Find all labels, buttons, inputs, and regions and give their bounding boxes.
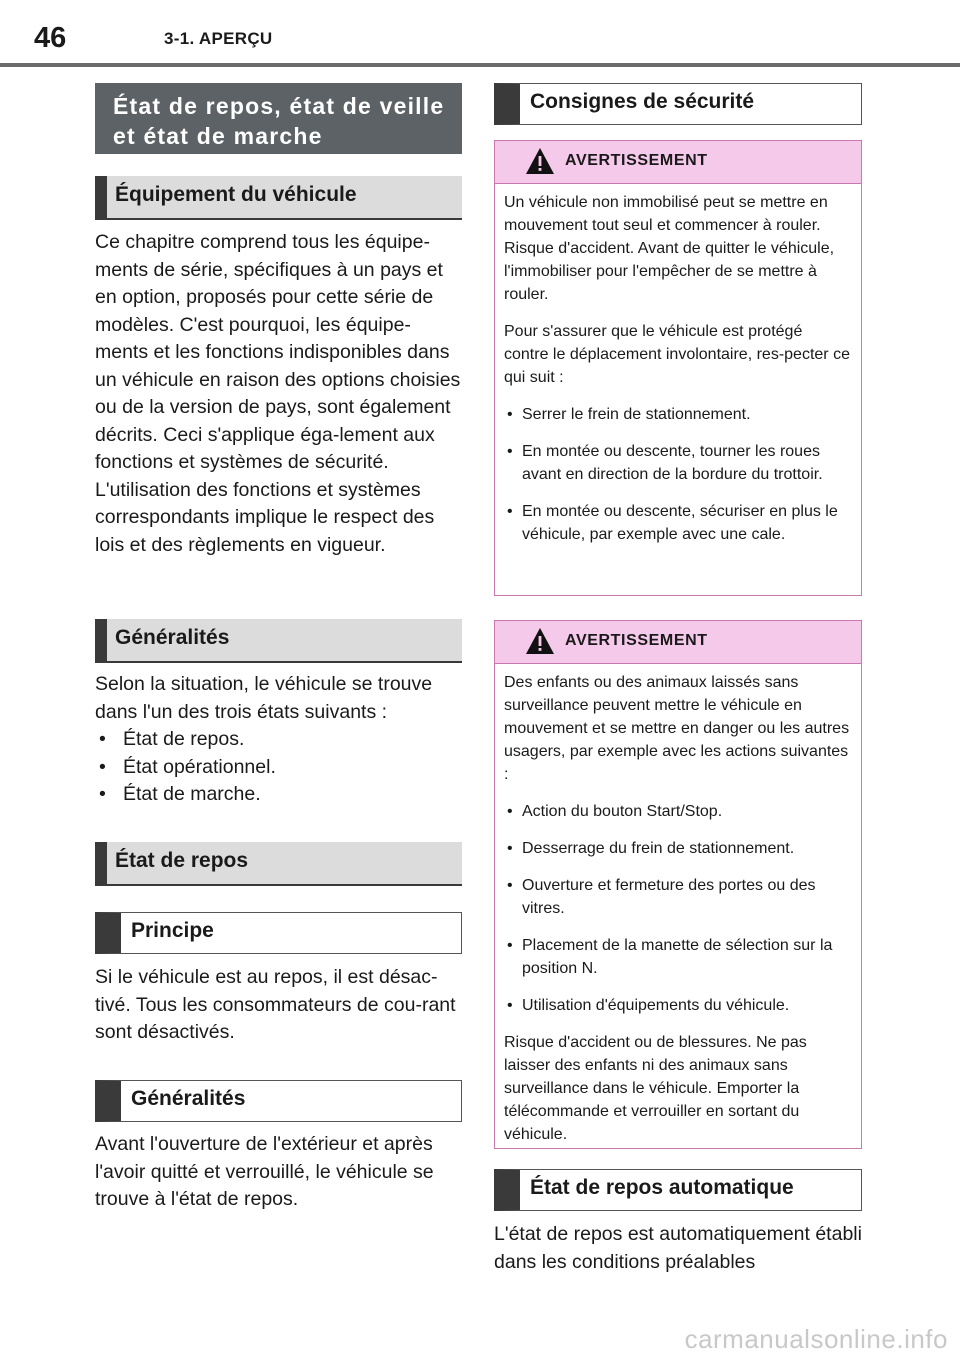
heading-etat-repos: État de repos <box>95 842 462 886</box>
etats-list <box>95 726 462 809</box>
list-item: • Ouverture et fermeture des portes ou des vitres. <box>504 874 851 920</box>
paragraph-generalites-2: Avant l'ouverture de l'extérieur et après l'avoir quitté et verrouillé, le véhicule se trouve à l'état de repos. <box>95 1133 434 1210</box>
heading-etat-repos-auto: État de repos automatique <box>494 1169 862 1211</box>
list-item: • État opérationnel. <box>95 754 462 782</box>
heading-principe: Principe <box>95 912 462 954</box>
warning-text: Un véhicule non immobilisé peut se mettre en mouvement tout seul et commencer à rouler. Risque d'accident. Avant de quitter le véhicule, l'immobiliser pour l'empêcher de se mettre à rouler. <box>504 194 835 303</box>
list-item: • État de repos. <box>95 726 462 754</box>
heading-equipement: Équipement du véhicule <box>95 176 462 220</box>
heading-consignes: Consignes de sécurité <box>494 83 862 125</box>
warning-list <box>504 800 851 1017</box>
warning-header <box>495 621 861 664</box>
list-item: • Utilisation d'équipements du véhicule. <box>504 994 851 1017</box>
section-title: 3-1. APERÇU <box>164 29 273 48</box>
list-item: • En montée ou descente, sécuriser en plus le véhicule, par exemple avec une cale. <box>504 500 851 546</box>
warning-box-1 <box>494 140 862 596</box>
generalites-block <box>95 671 462 809</box>
warning-list <box>504 403 851 546</box>
list-item: • Placement de la manette de sélection sur la position N. <box>504 934 851 980</box>
paragraph-principe: Si le véhicule est au repos, il est désac-tivé. Tous les consommateurs de cou-rant sont désactivés. <box>95 966 456 1043</box>
watermark: carmanualsonline.info <box>684 1324 948 1354</box>
list-item: • Action du bouton Start/Stop. <box>504 800 851 823</box>
warning-text: Des enfants ou des animaux laissés sans surveillance peuvent mettre le véhicule en mouvement et se mettre en danger ou les autres usagers, par exemple avec les actions suivantes : <box>504 674 850 783</box>
heading-generalites: Généralités <box>95 619 462 663</box>
list-item: • En montée ou descente, tourner les roues avant en direction de la bordure du trottoir. <box>504 440 851 486</box>
warning-title: AVERTISSEMENT <box>565 632 708 649</box>
list-item: • Serrer le frein de stationnement. <box>504 403 851 426</box>
warning-text: Risque d'accident ou de blessures. Ne pas laisser des enfants ni des animaux sans surveillance dans le véhicule. Emporter la télécommande et verrouiller en sortant du véhicule. <box>504 1034 807 1143</box>
warning-header <box>495 141 861 184</box>
paragraph-generalites: Selon la situation, le véhicule se trouve dans l'un des trois états suivants : <box>95 673 433 723</box>
main-section-title: État de repos, état de veille et état de marche <box>95 83 462 154</box>
page-number: 46 <box>34 22 67 54</box>
paragraph-etat-repos-auto: L'état de repos est automatiquement établi dans les conditions préalables <box>494 1223 862 1273</box>
warning-triangle-icon <box>525 147 555 175</box>
warning-box-2 <box>494 620 862 1149</box>
warning-title: AVERTISSEMENT <box>565 152 708 169</box>
warning-text: Pour s'assurer que le véhicule est protégé contre le déplacement involontaire, res-pecter ce qui suit : <box>504 323 850 386</box>
list-item: • État de marche. <box>95 781 462 809</box>
heading-generalites-2: Généralités <box>95 1080 462 1122</box>
warning-triangle-icon <box>525 627 555 655</box>
header-rule <box>0 63 960 67</box>
paragraph-equipement: Ce chapitre comprend tous les équipe-ments de série, spécifiques à un pays et en option, proposés pour cette série de modèles. C'est pourquoi, les équipe-ments et les fonctions indisponibles dans un véhicule en raison des options choisies ou de la version de pays, sont également décrits. Ceci s'applique éga-lement aux fonctions et systèmes de sécurité. L'utilisation des fonctions et systèmes correspondants implique le respect des lois et des règlements en vigueur. <box>95 231 461 556</box>
list-item: • Desserrage du frein de stationnement. <box>504 837 851 860</box>
